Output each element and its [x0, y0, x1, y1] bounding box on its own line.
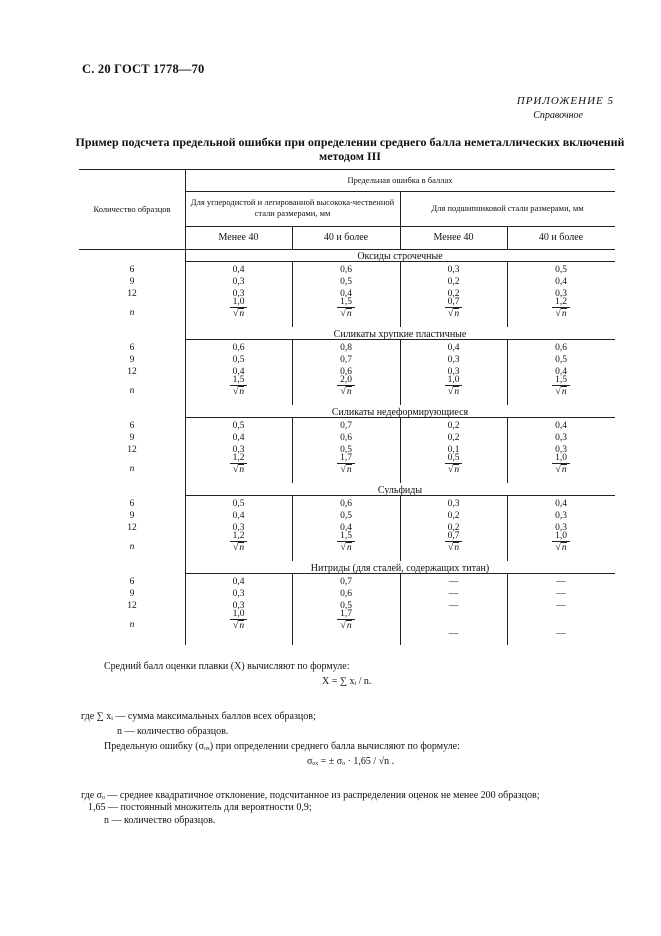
- fraction-cell: [185, 453, 292, 475]
- count-column-header: Количество образцов: [93, 204, 171, 214]
- limit-formula-legend-n: n — количество образцов.: [104, 815, 216, 826]
- value-cell: 0,2: [447, 289, 460, 299]
- limit-formula: σₒₓ = ± σₒ · 1,65 / √n .: [307, 756, 395, 767]
- appendix-note: Справочное: [533, 110, 583, 121]
- sqrt-denominator: n: [239, 465, 245, 475]
- sqrt-n-icon: √n: [447, 308, 460, 319]
- table-title: [70, 135, 630, 163]
- value-cell: 0,5: [340, 601, 352, 611]
- value-cell: —: [448, 601, 459, 611]
- fraction-numerator: 1,5: [552, 375, 570, 386]
- group-divider: [292, 339, 400, 340]
- group-divider: [507, 261, 615, 262]
- mean-formula: X = ∑ xᵢ / n.: [322, 676, 372, 687]
- group-divider: [185, 339, 292, 340]
- limit-formula-intro: Предельную ошибку (σₒₓ) при определении среднего балла вычисляют по формуле:: [104, 741, 460, 752]
- value-cell: 0,5: [340, 277, 352, 287]
- sqrt-denominator: n: [346, 543, 352, 553]
- fraction-cell: [185, 375, 292, 397]
- fraction-numerator: 1,7: [337, 453, 355, 464]
- fraction-cell: [507, 297, 615, 319]
- fraction-numerator: 1,0: [230, 609, 248, 620]
- value-cell: 0,5: [555, 355, 567, 365]
- fraction-cell: [185, 297, 292, 319]
- value-cell: 0,2: [447, 433, 460, 443]
- row-label: 12: [127, 289, 137, 299]
- value-cell: 0,6: [340, 499, 352, 509]
- value-cell: 0,6: [340, 265, 352, 275]
- value-cell: 0,5: [555, 265, 567, 275]
- sqrt-denominator: n: [454, 543, 460, 553]
- fraction-numerator: 1,2: [230, 453, 248, 464]
- group-divider: [400, 573, 507, 574]
- value-cell: 0,5: [340, 445, 352, 455]
- sqrt-denominator: n: [346, 309, 352, 319]
- value-cell: 0,4: [232, 577, 245, 587]
- mean-formula-legend-sum: где ∑ xᵢ — сумма максимальных баллов всех образцов;: [81, 711, 316, 722]
- value-cell: 0,5: [232, 499, 245, 509]
- value-cell: 0,4: [555, 421, 567, 431]
- value-cell: 0,8: [340, 343, 352, 353]
- fraction-cell: [400, 453, 507, 475]
- fraction-numerator: 0,7: [445, 531, 463, 542]
- fraction-numerator: 1,2: [552, 297, 570, 308]
- fraction-cell: [292, 531, 400, 553]
- value-cell: 0,3: [555, 289, 567, 299]
- value-cell: 0,6: [340, 367, 352, 377]
- fraction-numerator: 1,2: [230, 531, 248, 542]
- fraction-cell: [185, 531, 292, 553]
- page-header: С. 20 ГОСТ 1778—70: [82, 62, 205, 76]
- value-cell: —: [556, 577, 566, 587]
- sqrt-n-icon: √n: [340, 620, 352, 631]
- error-table: [79, 169, 615, 645]
- size-header-2: 40 и более: [323, 232, 369, 243]
- group-divider: [507, 339, 615, 340]
- value-cell: 0,3: [232, 289, 245, 299]
- fraction-cell: [292, 453, 400, 475]
- fraction-numerator: 1,0: [445, 375, 463, 386]
- sqrt-n-icon: √n: [447, 542, 460, 553]
- row-label: 12: [127, 523, 137, 533]
- row-label: 9: [129, 433, 135, 443]
- value-cell: 0,4: [447, 343, 460, 353]
- sqrt-denominator: n: [346, 621, 352, 631]
- value-cell: 0,7: [340, 355, 352, 365]
- table-top-border: [79, 169, 615, 170]
- row-label: 6: [129, 499, 135, 509]
- fraction-cell: [185, 609, 292, 631]
- fraction-numerator: 1,5: [337, 531, 355, 542]
- row-label: 6: [129, 577, 135, 587]
- value-cell: 0,2: [447, 511, 460, 521]
- fraction-cell: [400, 375, 507, 397]
- row-label: 9: [129, 355, 135, 365]
- limit-error-header: Предельная ошибка в баллах: [347, 175, 453, 185]
- sqrt-n-icon: √n: [340, 464, 352, 475]
- sqrt-n-icon: √n: [555, 308, 567, 319]
- group-title-4: Нитриды (для сталей, содержащих титан): [310, 563, 490, 574]
- group-divider: [400, 339, 507, 340]
- fraction-numerator: 1,0: [552, 453, 570, 464]
- row-label: 6: [129, 343, 135, 353]
- fraction-numerator: 1,0: [552, 531, 570, 542]
- sqrt-denominator: n: [454, 309, 460, 319]
- sqrt-n-icon: √n: [340, 542, 352, 553]
- row-label: 9: [129, 589, 135, 599]
- value-cell: 0,3: [232, 589, 245, 599]
- row-label-n: n: [129, 308, 135, 318]
- fraction-cell: [292, 375, 400, 397]
- mean-formula-legend-n: n — количество образцов.: [117, 726, 229, 737]
- row-label-n: n: [129, 542, 135, 552]
- value-cell: 0,7: [340, 577, 352, 587]
- row-label: 6: [129, 265, 135, 275]
- table-title-line2: методом III: [319, 149, 381, 163]
- value-cell: —: [556, 601, 566, 611]
- group-title-0: Оксиды строчечные: [357, 251, 443, 262]
- limit-formula-legend-constant: 1,65 — постоянный множитель для вероятности 0,9;: [88, 802, 312, 813]
- sqrt-denominator: n: [239, 543, 245, 553]
- row-label-n: n: [129, 620, 135, 630]
- group-divider: [292, 573, 400, 574]
- row-label: 6: [129, 421, 135, 431]
- value-cell: 0,4: [232, 433, 245, 443]
- fraction-cell: [507, 531, 615, 553]
- group-divider: [185, 573, 292, 574]
- value-cell: 0,2: [447, 277, 460, 287]
- sqrt-denominator: n: [561, 309, 567, 319]
- sqrt-denominator: n: [239, 387, 245, 397]
- group-divider: [400, 261, 507, 262]
- value-cell: —: [448, 589, 459, 599]
- row-label: 12: [127, 601, 137, 611]
- value-cell: 0,7: [340, 421, 352, 431]
- value-cell: 0,5: [340, 511, 352, 521]
- group-divider: [185, 495, 292, 496]
- group-divider: [507, 417, 615, 418]
- value-cell: 0,2: [447, 421, 460, 431]
- value-cell: 0,6: [340, 589, 352, 599]
- sqrt-denominator: n: [561, 465, 567, 475]
- value-cell: 0,6: [340, 433, 352, 443]
- fraction-cell: [507, 375, 615, 397]
- group-title-3: Сульфиды: [377, 485, 423, 496]
- value-cell: —: [448, 577, 459, 587]
- bearing-steel-header: Для подшипниковой стали размерами, мм: [431, 203, 584, 213]
- mean-formula-intro: Средний балл оценки плавки (X) вычисляют по формуле:: [104, 661, 350, 672]
- fraction-cell: [400, 531, 507, 553]
- fraction-numerator: 1,5: [230, 375, 248, 386]
- fraction-numerator: 0,5: [445, 453, 463, 464]
- value-cell: 0,3: [555, 433, 567, 443]
- value-cell: 0,3: [447, 499, 460, 509]
- fraction-cell: [292, 297, 400, 319]
- value-cell: 0,4: [555, 499, 567, 509]
- value-cell: 0,3: [447, 355, 460, 365]
- sqrt-n-icon: √n: [340, 386, 352, 397]
- sqrt-denominator: n: [454, 387, 460, 397]
- row-label-n: n: [129, 386, 135, 396]
- group-divider: [400, 417, 507, 418]
- value-cell: 0,3: [447, 367, 460, 377]
- fraction-numerator: 1,7: [337, 609, 355, 620]
- sqrt-denominator: n: [561, 543, 567, 553]
- value-cell: —: [556, 589, 566, 599]
- header-bottom-border: [79, 249, 615, 250]
- value-cell: 0,4: [232, 265, 245, 275]
- value-cell: 0,6: [555, 343, 567, 353]
- sqrt-denominator: n: [346, 465, 352, 475]
- group-title-1: Силикаты хрупкие пластичные: [333, 329, 467, 340]
- carbon-steel-header: Для углеродистой и легированной высокока-чественной стали размерами, мм: [190, 197, 395, 218]
- value-cell: 0,4: [555, 277, 567, 287]
- sqrt-n-icon: √n: [447, 464, 460, 475]
- value-cell: 0,3: [555, 511, 567, 521]
- value-cell: 0,5: [232, 355, 245, 365]
- size-header-3: Менее 40: [433, 232, 474, 243]
- value-cell: 0,3: [232, 445, 245, 455]
- group-divider: [292, 417, 400, 418]
- group-divider: [185, 261, 292, 262]
- sqrt-n-icon: √n: [555, 542, 567, 553]
- fraction-numerator: 1,5: [337, 297, 355, 308]
- sqrt-denominator: n: [561, 387, 567, 397]
- row-label: 9: [129, 277, 135, 287]
- sqrt-n-icon: √n: [232, 620, 245, 631]
- sqrt-n-icon: √n: [232, 464, 245, 475]
- row-label: 12: [127, 367, 137, 377]
- value-cell: 0,3: [232, 277, 245, 287]
- value-cell: 0,3: [232, 601, 245, 611]
- sqrt-n-icon: √n: [232, 542, 245, 553]
- sqrt-n-icon: √n: [232, 308, 245, 319]
- group-divider: [292, 495, 400, 496]
- fraction-cell: [507, 453, 615, 475]
- row-label: 9: [129, 511, 135, 521]
- value-cell: 0,4: [232, 511, 245, 521]
- value-cell: 0,1: [447, 445, 460, 455]
- value-cell: —: [448, 629, 459, 639]
- row-label: 12: [127, 445, 137, 455]
- value-cell: 0,3: [232, 523, 245, 533]
- value-cell: 0,5: [232, 421, 245, 431]
- fraction-numerator: 1,0: [230, 297, 248, 308]
- value-cell: 0,6: [232, 343, 245, 353]
- fraction-cell: [292, 609, 400, 631]
- sqrt-n-icon: √n: [447, 386, 460, 397]
- group-divider: [400, 495, 507, 496]
- sqrt-n-icon: √n: [232, 386, 245, 397]
- limit-formula-legend-sigma: где σₒ — среднее квадратичное отклонение, подсчитанное из распределения оценок не менее 200 образцов;: [81, 790, 540, 801]
- value-cell: 0,4: [232, 367, 245, 377]
- value-cell: 0,3: [555, 445, 567, 455]
- row-label-n: n: [129, 464, 135, 474]
- sqrt-n-icon: √n: [340, 308, 352, 319]
- table-title-line1: Пример подсчета предельной ошибки при определении среднего балла неметаллических включений: [75, 135, 625, 149]
- group-divider: [507, 495, 615, 496]
- sqrt-n-icon: √n: [555, 386, 567, 397]
- value-cell: 0,4: [555, 367, 567, 377]
- value-cell: 0,4: [340, 289, 352, 299]
- size-header-1: Менее 40: [218, 232, 259, 243]
- sqrt-denominator: n: [346, 387, 352, 397]
- sqrt-n-icon: √n: [555, 464, 567, 475]
- fraction-numerator: 0,7: [445, 297, 463, 308]
- sqrt-denominator: n: [454, 465, 460, 475]
- group-divider: [292, 261, 400, 262]
- value-cell: 0,3: [555, 523, 567, 533]
- appendix-label: ПРИЛОЖЕНИЕ 5: [516, 95, 614, 107]
- fraction-numerator: 2,0: [337, 375, 355, 386]
- sqrt-denominator: n: [239, 309, 245, 319]
- sqrt-denominator: n: [239, 621, 245, 631]
- group-divider: [507, 573, 615, 574]
- value-cell: 0,2: [447, 523, 460, 533]
- group-divider: [185, 417, 292, 418]
- group-title-2: Силикаты недеформирующиеся: [331, 407, 469, 418]
- value-cell: 0,3: [447, 265, 460, 275]
- fraction-cell: [400, 297, 507, 319]
- value-cell: 0,4: [340, 523, 352, 533]
- size-header-4: 40 и более: [538, 232, 584, 243]
- value-cell: —: [556, 629, 566, 639]
